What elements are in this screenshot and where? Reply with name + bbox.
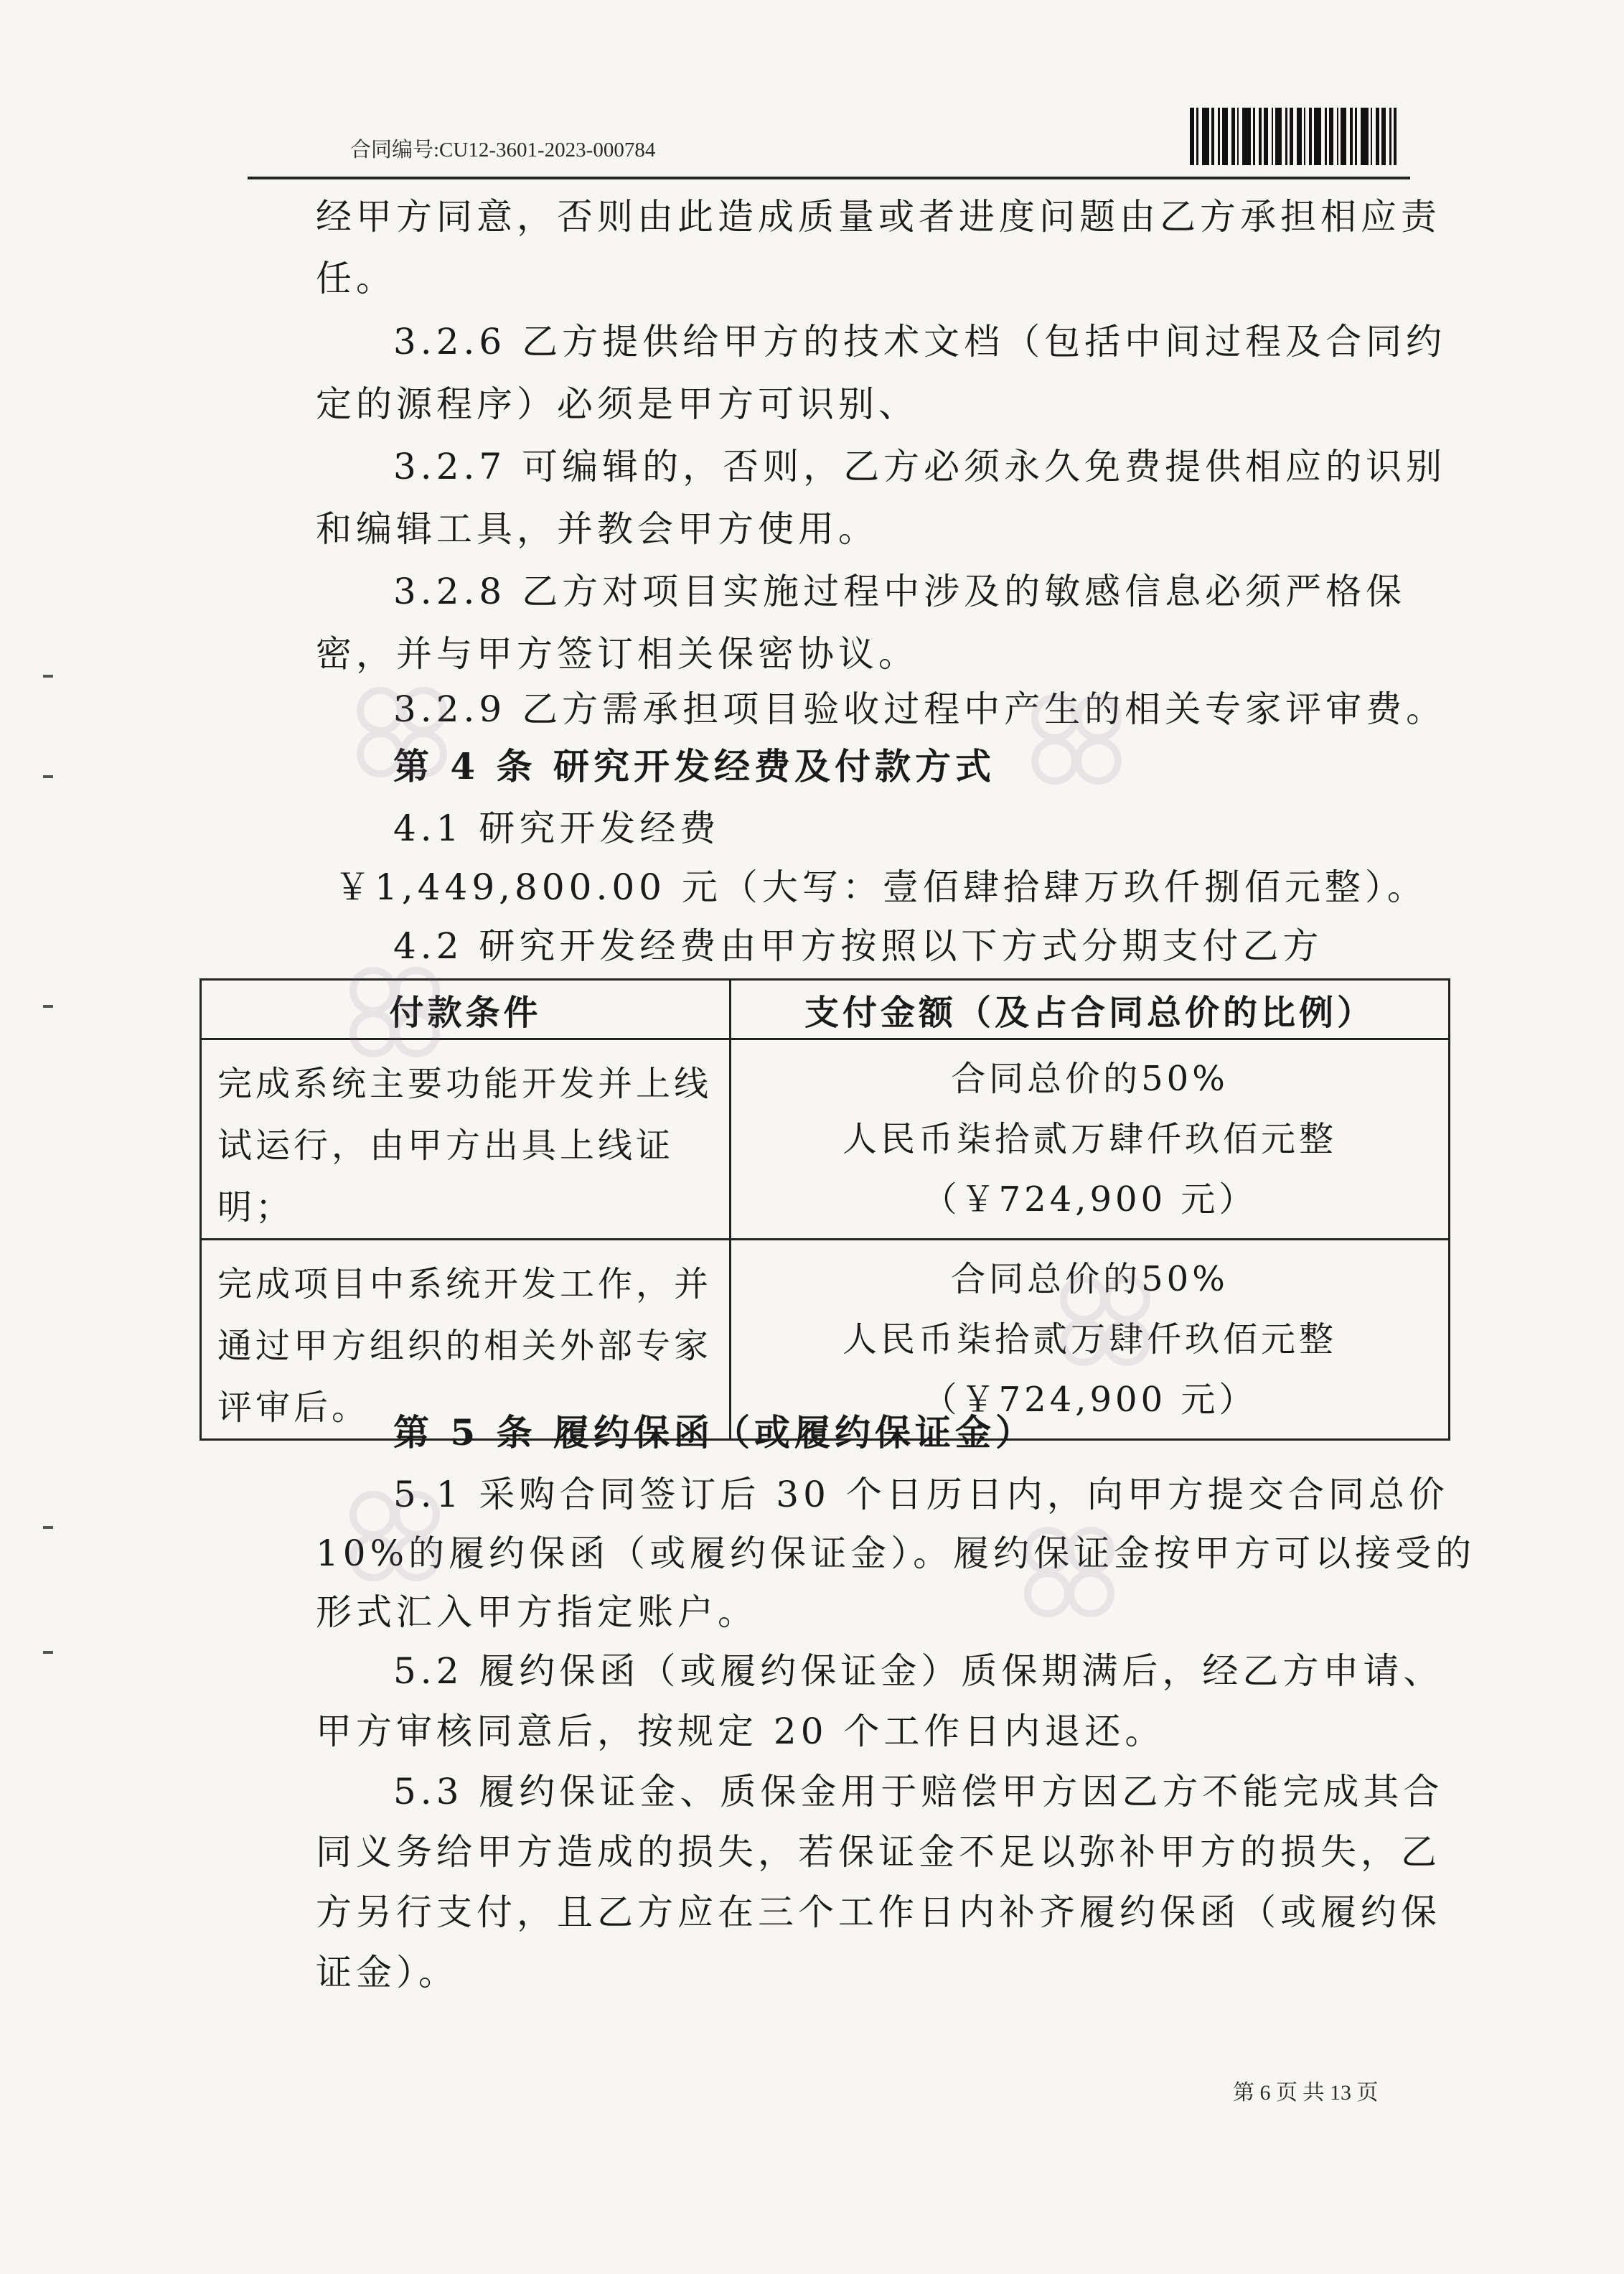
barcode-bar [1259,108,1262,165]
barcode-bar [1290,108,1293,165]
barcode-bar [1371,108,1372,165]
body-line: 证金）。 [316,1952,459,1993]
barcode-bar [1376,108,1379,165]
table-header-row [201,980,1450,1039]
barcode-bar [1329,108,1333,165]
payment-amount [731,1039,1450,1240]
body-line: 经甲方同意，否则由此造成质量或者进度问题由乙方承担相应责 [316,196,1441,238]
barcode-bar [1337,108,1338,165]
page-number: 第 6 页 共 13 页 [1233,2081,1379,2105]
body-line: 甲方审核同意后，按规定 20 个工作日内退还。 [316,1711,1165,1752]
column-header-condition: 付款条件 [201,980,731,1039]
clause-5-1: 5.1 采购合同签订后 30 个日历日内，向甲方提交合同总价 [393,1474,1449,1515]
barcode-bar [1264,108,1268,165]
payment-condition: 完成系统主要功能开发并上线试运行，由甲方出具上线证明； [201,1039,731,1240]
barcode-bar [1218,108,1220,165]
barcode-bar [1196,108,1198,165]
body-line: 10%的履约保函（或履约保证金）。履约保证金按甲方可以接受的 [316,1533,1476,1574]
body-line: 同义务给甲方造成的损失，若保证金不足以弥补甲方的损失，乙 [316,1831,1441,1873]
body-line: 密，并与甲方签订相关保密协议。 [316,633,919,675]
barcode-bar [1350,108,1353,165]
barcode-bar [1389,108,1391,165]
barcode-bar [1325,108,1327,165]
header-divider [248,177,1410,179]
barcode-bar [1272,108,1273,165]
scan-edge-mark [43,1651,53,1654]
total-fee-line: ￥1,449,800.00 元（大写：壹佰肆拾肆万玖仟捌佰元整）。 [334,866,1427,908]
body-line: 方另行支付，且乙方应在三个工作日内补齐履约保函（或履约保 [316,1891,1441,1933]
clause-4-1: 4.1 研究开发经费 [393,808,721,849]
clause-5-3: 5.3 履约保证金、质保金用于赔偿甲方因乙方不能完成其合 [393,1771,1444,1812]
amount-in-figures: （￥724,900 元） [922,1179,1257,1220]
barcode-bar [1304,108,1305,165]
clause-3-2-8: 3.2.8 乙方对项目实施过程中涉及的敏感信息必须严格保 [393,571,1407,612]
barcode-bar [1211,108,1214,165]
table-row [201,1240,1450,1440]
barcode-bar [1285,108,1287,165]
scan-edge-mark [43,675,53,678]
amount-ratio: 合同总价的50% [951,1259,1229,1299]
barcode-bar [1361,108,1369,165]
body-line: 定的源程序）必须是甲方可识别、 [316,383,919,425]
contract-number: 合同编号:CU12-3601-2023-000784 [350,139,656,162]
barcode-bar [1202,108,1209,165]
amount-in-figures: （￥724,900 元） [922,1380,1257,1420]
barcode-bar [1314,108,1321,165]
barcode-bar [1381,108,1386,165]
article-4-heading: 第 4 条 研究开发经费及付款方式 [393,745,996,787]
barcode-bar [1253,108,1255,165]
barcode-bar [1231,108,1235,165]
body-line: 形式汇入甲方指定账户。 [316,1591,758,1633]
barcode-bar [1237,108,1239,165]
clause-4-2: 4.2 研究开发经费由甲方按照以下方式分期支付乙方 [393,925,1323,967]
barcode-bar [1190,108,1194,165]
barcode-icon [1190,108,1405,165]
payment-amount [731,1240,1450,1440]
clause-3-2-7: 3.2.7 可编辑的，否则，乙方必须永久免费提供相应的识别 [393,446,1447,487]
column-header-amount: 支付金额（及占合同总价的比例） [731,980,1450,1039]
amount-in-words: 人民币柒拾贰万肆仟玖佰元整 [842,1319,1337,1360]
scan-edge-mark [43,1526,53,1529]
clause-3-2-6: 3.2.6 乙方提供给甲方的技术文档（包括中间过程及合同约 [393,321,1447,362]
scan-edge-mark [43,1005,53,1008]
article-5-heading: 第 5 条 履约保函（或履约保证金） [393,1411,1036,1454]
barcode-bar [1222,108,1228,165]
barcode-bar [1355,108,1357,165]
scan-edge-mark [43,775,53,778]
body-line: 任。 [316,258,396,299]
amount-ratio: 合同总价的50% [951,1059,1229,1099]
barcode-bar [1341,108,1346,165]
barcode-bar [1275,108,1282,165]
clause-5-2: 5.2 履约保函（或履约保证金）质保期满后，经乙方申请、 [393,1650,1444,1692]
barcode-bar [1297,108,1302,165]
payment-schedule-table [200,978,1450,1441]
barcode-bar [1242,108,1251,165]
barcode-bar [1394,108,1397,165]
body-line: 和编辑工具，并教会甲方使用。 [316,508,878,550]
barcode-bar [1309,108,1312,165]
clause-3-2-9: 3.2.9 乙方需承担项目验收过程中产生的相关专家评审费。 [393,688,1447,730]
payment-condition: 完成项目中系统开发工作，并通过甲方组织的相关外部专家评审后。 [201,1240,731,1440]
amount-in-words: 人民币柒拾贰万肆仟玖佰元整 [842,1119,1337,1159]
table-row [201,1039,1450,1240]
